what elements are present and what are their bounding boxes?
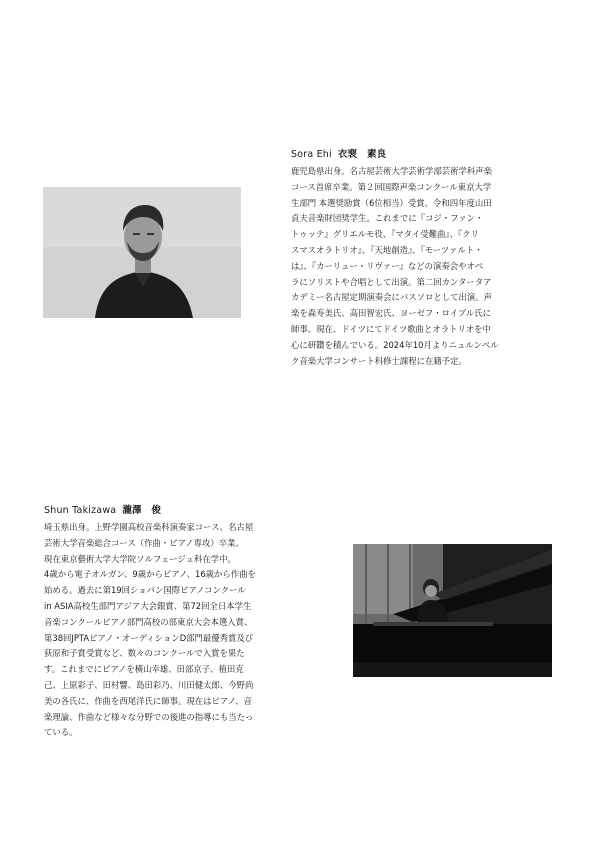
name-japanese: 衣裵 素良: [337, 149, 387, 160]
bio-line: 鹿児島県出身。名古屋芸術大学芸術学部芸術学科声楽: [291, 166, 492, 176]
bio-line: 音楽コンクールピアノ部門高校の部東京大会本選入賞、: [44, 616, 253, 627]
pianist-photo-shun-takizawa: [353, 544, 552, 677]
bio-line: 芸術大学音楽総合コース（作曲・ピアノ専攻）卒業。: [44, 537, 244, 548]
bio-line: 楽を森寿美氏、高田智宏氏、ヨーゼフ・ロイブル氏に: [291, 308, 491, 319]
bio-line: 楽理論、作曲など様々な分野での後進の指導にも当たっ: [44, 711, 254, 722]
profile-name-shun-takizawa: [44, 502, 161, 516]
bio-line: 埼玉県出身。上野学園高校音楽科演奏家コース、名古屋: [44, 522, 254, 532]
bio-line: 荻原和子賞受賞など、数々のコンクールで入賞を果た: [44, 648, 245, 659]
bio-line: 現在東京藝術大学大学院ソルフェージュ科在学中。: [44, 553, 236, 564]
bio-line: コース首席卒業。第２回国際声楽コンクール東京大学: [291, 181, 492, 192]
bio-line: ラにソリストや合唱として出演。第二回カンタータア: [291, 276, 492, 287]
bio-line: 美の各氏に、作曲を西尾洋氏に師事。現在はピアノ、音: [44, 695, 253, 706]
bio-line: カデミー名古屋定期演奏会にバスソロとして出演。声: [291, 292, 492, 303]
bio-line: ク音楽大学コンサート科修士課程に在籍予定。: [291, 355, 467, 366]
pianist-image: [353, 544, 552, 677]
name-latin: Sora Ehi: [291, 149, 332, 160]
bio-line: 第38回JPTAピアノ・オーディションD部門最優秀賞及び: [44, 632, 254, 643]
profile-bio-shun-takizawa: [44, 520, 256, 741]
bio-line: トゥッテ』グリエルモ役、『マタイ受難曲』、『クリ: [291, 229, 479, 240]
profile-name-sora-ehi: [291, 146, 386, 160]
bio-line: 心に研鑽を積んでいる。2024年10月よりニュルンベル: [291, 339, 499, 350]
bio-line: 貞夫音楽財団奨学生。これまでに『コジ・ファン・: [291, 213, 484, 224]
portrait-image: [43, 187, 241, 318]
bio-line: in ASIA高校生部門アジア大会銀賞、第72回全日本学生: [44, 600, 252, 611]
name-japanese: 瀧澤 俊: [122, 505, 162, 516]
bio-line: 始める。過去に第19回ショパン国際ピアノコンクール: [44, 585, 246, 596]
profile-bio-sora-ehi: [291, 164, 499, 369]
portrait-photo-sora-ehi: [43, 187, 241, 318]
bio-line: 生部門 本選奨励賞（6位相当）受賞。令和四年度山田: [291, 197, 492, 208]
bio-line: スマスオラトリオ』、『天地創造』、『モーツァルト・: [291, 244, 483, 255]
name-latin: Shun Takizawa: [44, 505, 117, 516]
bio-line: は』、『カーリュー・リヴァー』などの演奏会やオペ: [291, 260, 484, 271]
bio-line: ている。: [44, 727, 78, 738]
bio-line: 師事。現在、ドイツにてドイツ歌曲とオラトリオを中: [291, 323, 491, 334]
bio-line: 4歳から電子オルガン、9歳からピアノ、16歳から作曲を: [44, 569, 256, 580]
bio-line: す。これまでにピアノを横山幸雄、田部京子、植田克: [44, 664, 244, 675]
bio-line: 己、上原彩子、田村響、島田彩乃、川田健太郎、今野尚: [44, 679, 254, 690]
